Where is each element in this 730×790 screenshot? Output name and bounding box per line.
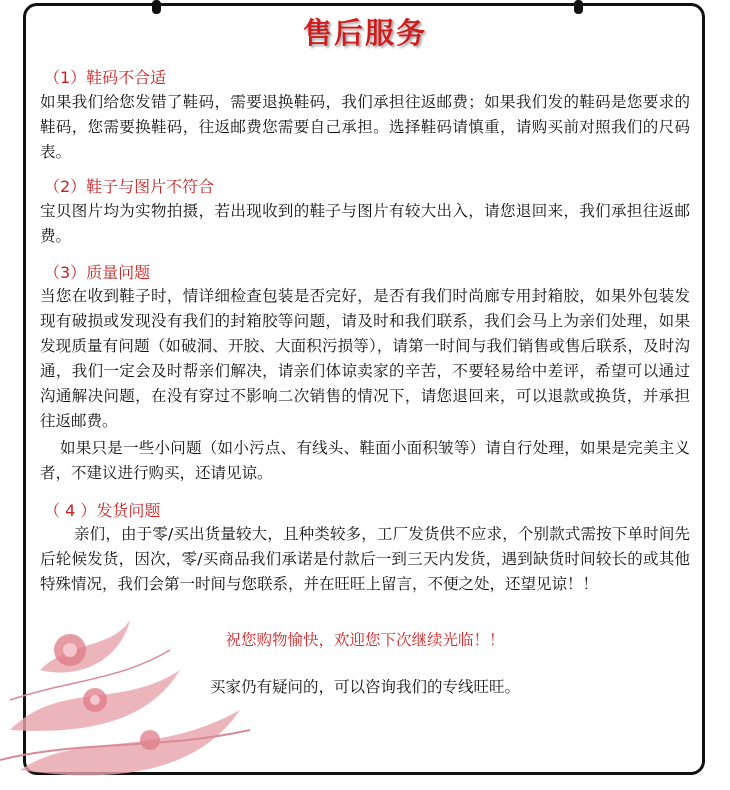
closing-wish: 祝您购物愉快，欢迎您下次继续光临！！ <box>225 631 505 649</box>
section-2-body: 宝贝图片均为实物拍摄，若出现收到的鞋子与图片有较大出入，请您退回来，我们承担往返邮费。 <box>40 202 690 245</box>
page-title: 售后服务 <box>302 16 427 50</box>
section-1-body: 如果我们给您发错了鞋码，需要退换鞋码，我们承担往返邮费；如果我们发的鞋码是您要求的鞋码，您需要换鞋码，往返邮费您需要自己承担。选择鞋码请慎重，请购买前对照我们的尺码表。 <box>40 93 690 161</box>
section-3-note: 如果只是一些小问题（如小污点、有线头、鞋面小面积皱等）请自行处理，如果是完美主义者，不建议进行购买，还请见谅。 <box>40 439 690 482</box>
section-3-heading: （3）质量问题 <box>44 263 151 282</box>
closing-contact: 买家仍有疑问的，可以咨询我们的专线旺旺。 <box>209 678 520 696</box>
section-1-heading: （1）鞋码不合适 <box>44 68 167 87</box>
section-4-heading: （ 4 ）发货问题 <box>44 501 161 520</box>
section-3-body: 当您在收到鞋子时，情详细检查包装是否完好，是否有我们时尚廊专用封箱胶，如果外包装发现有破损或发现没有我们的封箱胶等问题，请及时和我们联系，我们会马上为亲们处理，如果发现质量有问题（如破洞、开胶、大面积污损等），请第一时间与我们销售或售后联系，及时沟通，我们一定会及时帮亲们解决，请亲们体谅卖家的辛苦，不要轻易给中差评，希望可以通过沟通解决问题，在没有穿过不影响二次销售的情况下，请您退回来，可以退款或换货，并承担往返邮费。 <box>40 287 690 430</box>
section-2-heading: （2）鞋子与图片不符合 <box>44 177 215 196</box>
section-4-body: 亲们，由于零/买出货量较大，且种类较多，工厂发货供不应求，个别款式需按下单时间先后轮候发货，因次，零/买商品我们承诺是付款后一到三天内发货，遇到缺货时间较长的或其他特殊情况，我们会第一时间与您联系，并在旺旺上留言，不便之处，还望见谅！！ <box>40 525 690 593</box>
